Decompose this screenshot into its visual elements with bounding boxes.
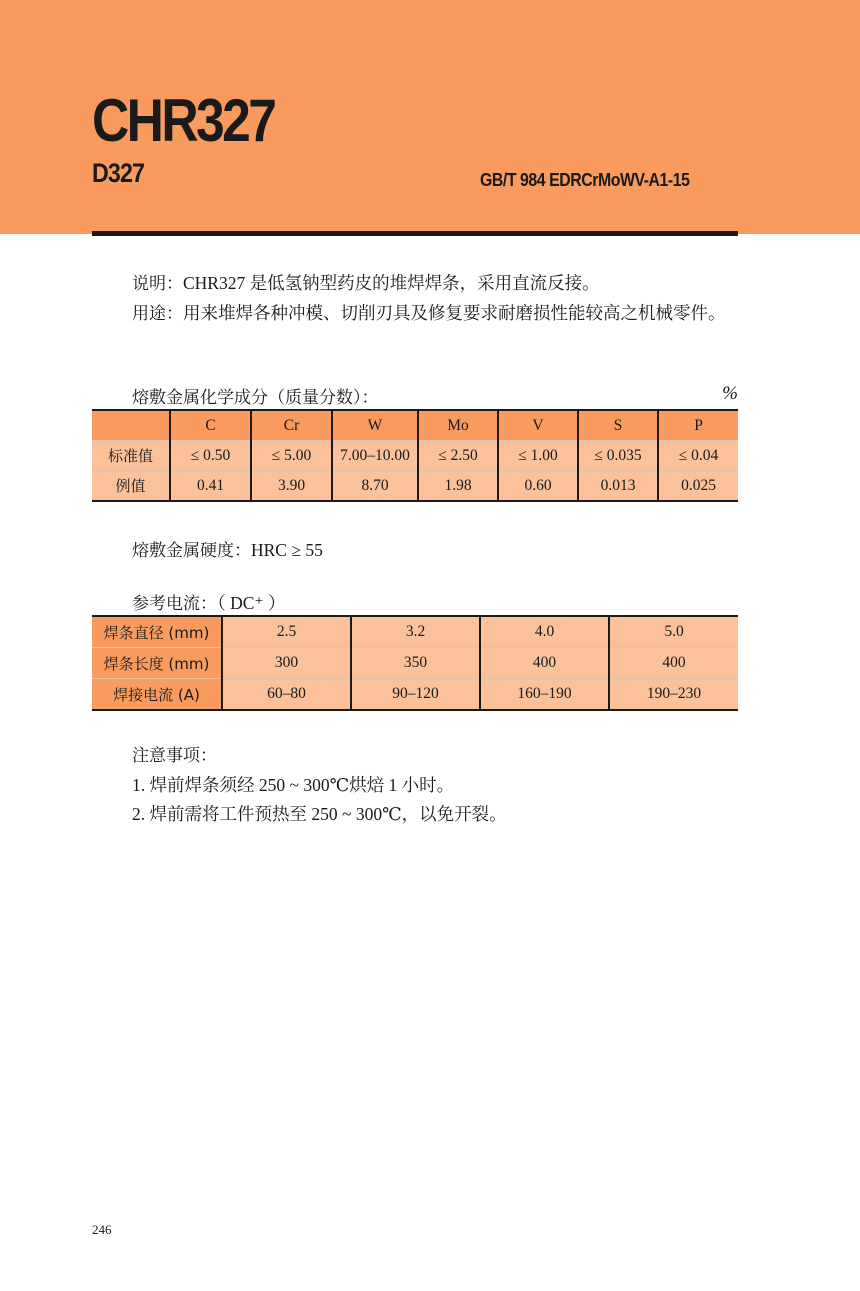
hardness-label: 熔敷金属硬度：: [132, 541, 251, 561]
page-number: 246: [92, 1222, 112, 1237]
row-label: 例值: [92, 471, 170, 502]
column-header: V: [498, 410, 578, 441]
notes-section: [132, 742, 507, 829]
table-row: [92, 648, 738, 679]
table-cell: 90–120: [351, 679, 480, 711]
table-cell: 7.00–10.00: [332, 441, 418, 471]
table-cell: 8.70: [332, 471, 418, 502]
usage-label: 用途：: [132, 304, 183, 324]
table-cell: 190–230: [609, 679, 738, 711]
chemistry-table: [92, 409, 738, 502]
table-cell: 2.5: [222, 616, 351, 648]
table-cell: ≤ 0.50: [170, 441, 251, 471]
table-cell: 0.013: [578, 471, 658, 502]
table-cell: 350: [351, 648, 480, 679]
column-header: C: [170, 410, 251, 441]
table-cell: 5.0: [609, 616, 738, 648]
table-row: [92, 616, 738, 648]
chemistry-header-row: [92, 410, 738, 441]
table-cell: 60–80: [222, 679, 351, 711]
description-text: CHR327 是低氢钠型药皮的堆焊焊条，采用直流反接。: [183, 273, 600, 293]
current-heading-text: 参考电流：: [132, 594, 217, 614]
note-item: 2. 焊前需将工件预热至 250 ~ 300℃，以免开裂。: [132, 804, 507, 824]
table-cell: ≤ 1.00: [498, 441, 578, 471]
product-code: D327: [92, 158, 145, 188]
note-item: 1. 焊前焊条须经 250 ~ 300℃烘焙 1 小时。: [132, 775, 455, 795]
row-label: 标准值: [92, 441, 170, 471]
table-cell: 0.025: [658, 471, 738, 502]
table-cell: 1.98: [418, 471, 498, 502]
row-label: 焊条长度 (mm): [92, 648, 222, 679]
chemistry-heading-text: 熔敷金属化学成分（质量分数）：: [132, 388, 379, 408]
table-cell: 0.60: [498, 471, 578, 502]
current-polarity: （ DC⁺ ）: [217, 593, 286, 613]
column-header: Mo: [418, 410, 498, 441]
table-cell: 0.41: [170, 471, 251, 502]
table-cell: 400: [480, 648, 609, 679]
product-title: CHR327: [92, 87, 275, 154]
current-table: [92, 615, 738, 711]
table-cell: 3.90: [251, 471, 332, 502]
column-header: Cr: [251, 410, 332, 441]
current-heading: [132, 589, 286, 615]
chemistry-heading: [132, 383, 379, 408]
description-label: 说明：: [132, 274, 183, 294]
table-cell: 400: [609, 648, 738, 679]
usage-text: 用来堆焊各种冲模、切削刃具及修复要求耐磨损性能较高之机械零件。: [183, 303, 726, 323]
row-label: 焊接电流 (A): [92, 679, 222, 711]
table-row: [92, 471, 738, 502]
table-row: [92, 441, 738, 471]
chemistry-unit: %: [722, 383, 738, 404]
table-cell: 4.0: [480, 616, 609, 648]
hardness-value: HRC ≥ 55: [251, 540, 323, 560]
table-cell: ≤ 5.00: [251, 441, 332, 471]
table-cell: 160–190: [480, 679, 609, 711]
table-cell: 300: [222, 648, 351, 679]
notes-heading: 注意事项：: [132, 746, 217, 766]
column-header: W: [332, 410, 418, 441]
table-row: [92, 679, 738, 711]
standard-designation: GB/T 984 EDRCrMoWV-A1-15: [480, 170, 690, 190]
header-band: [0, 0, 860, 234]
row-label: 焊条直径 (mm): [92, 616, 222, 648]
description-paragraph: [92, 268, 738, 299]
table-cell: ≤ 0.04: [658, 441, 738, 471]
column-header: S: [578, 410, 658, 441]
table-cell: ≤ 0.035: [578, 441, 658, 471]
table-cell: 3.2: [351, 616, 480, 648]
column-header: [92, 410, 170, 441]
header-rule: [92, 231, 738, 236]
usage-paragraph: [92, 298, 738, 329]
column-header: P: [658, 410, 738, 441]
hardness-line: [132, 536, 323, 561]
table-cell: ≤ 2.50: [418, 441, 498, 471]
